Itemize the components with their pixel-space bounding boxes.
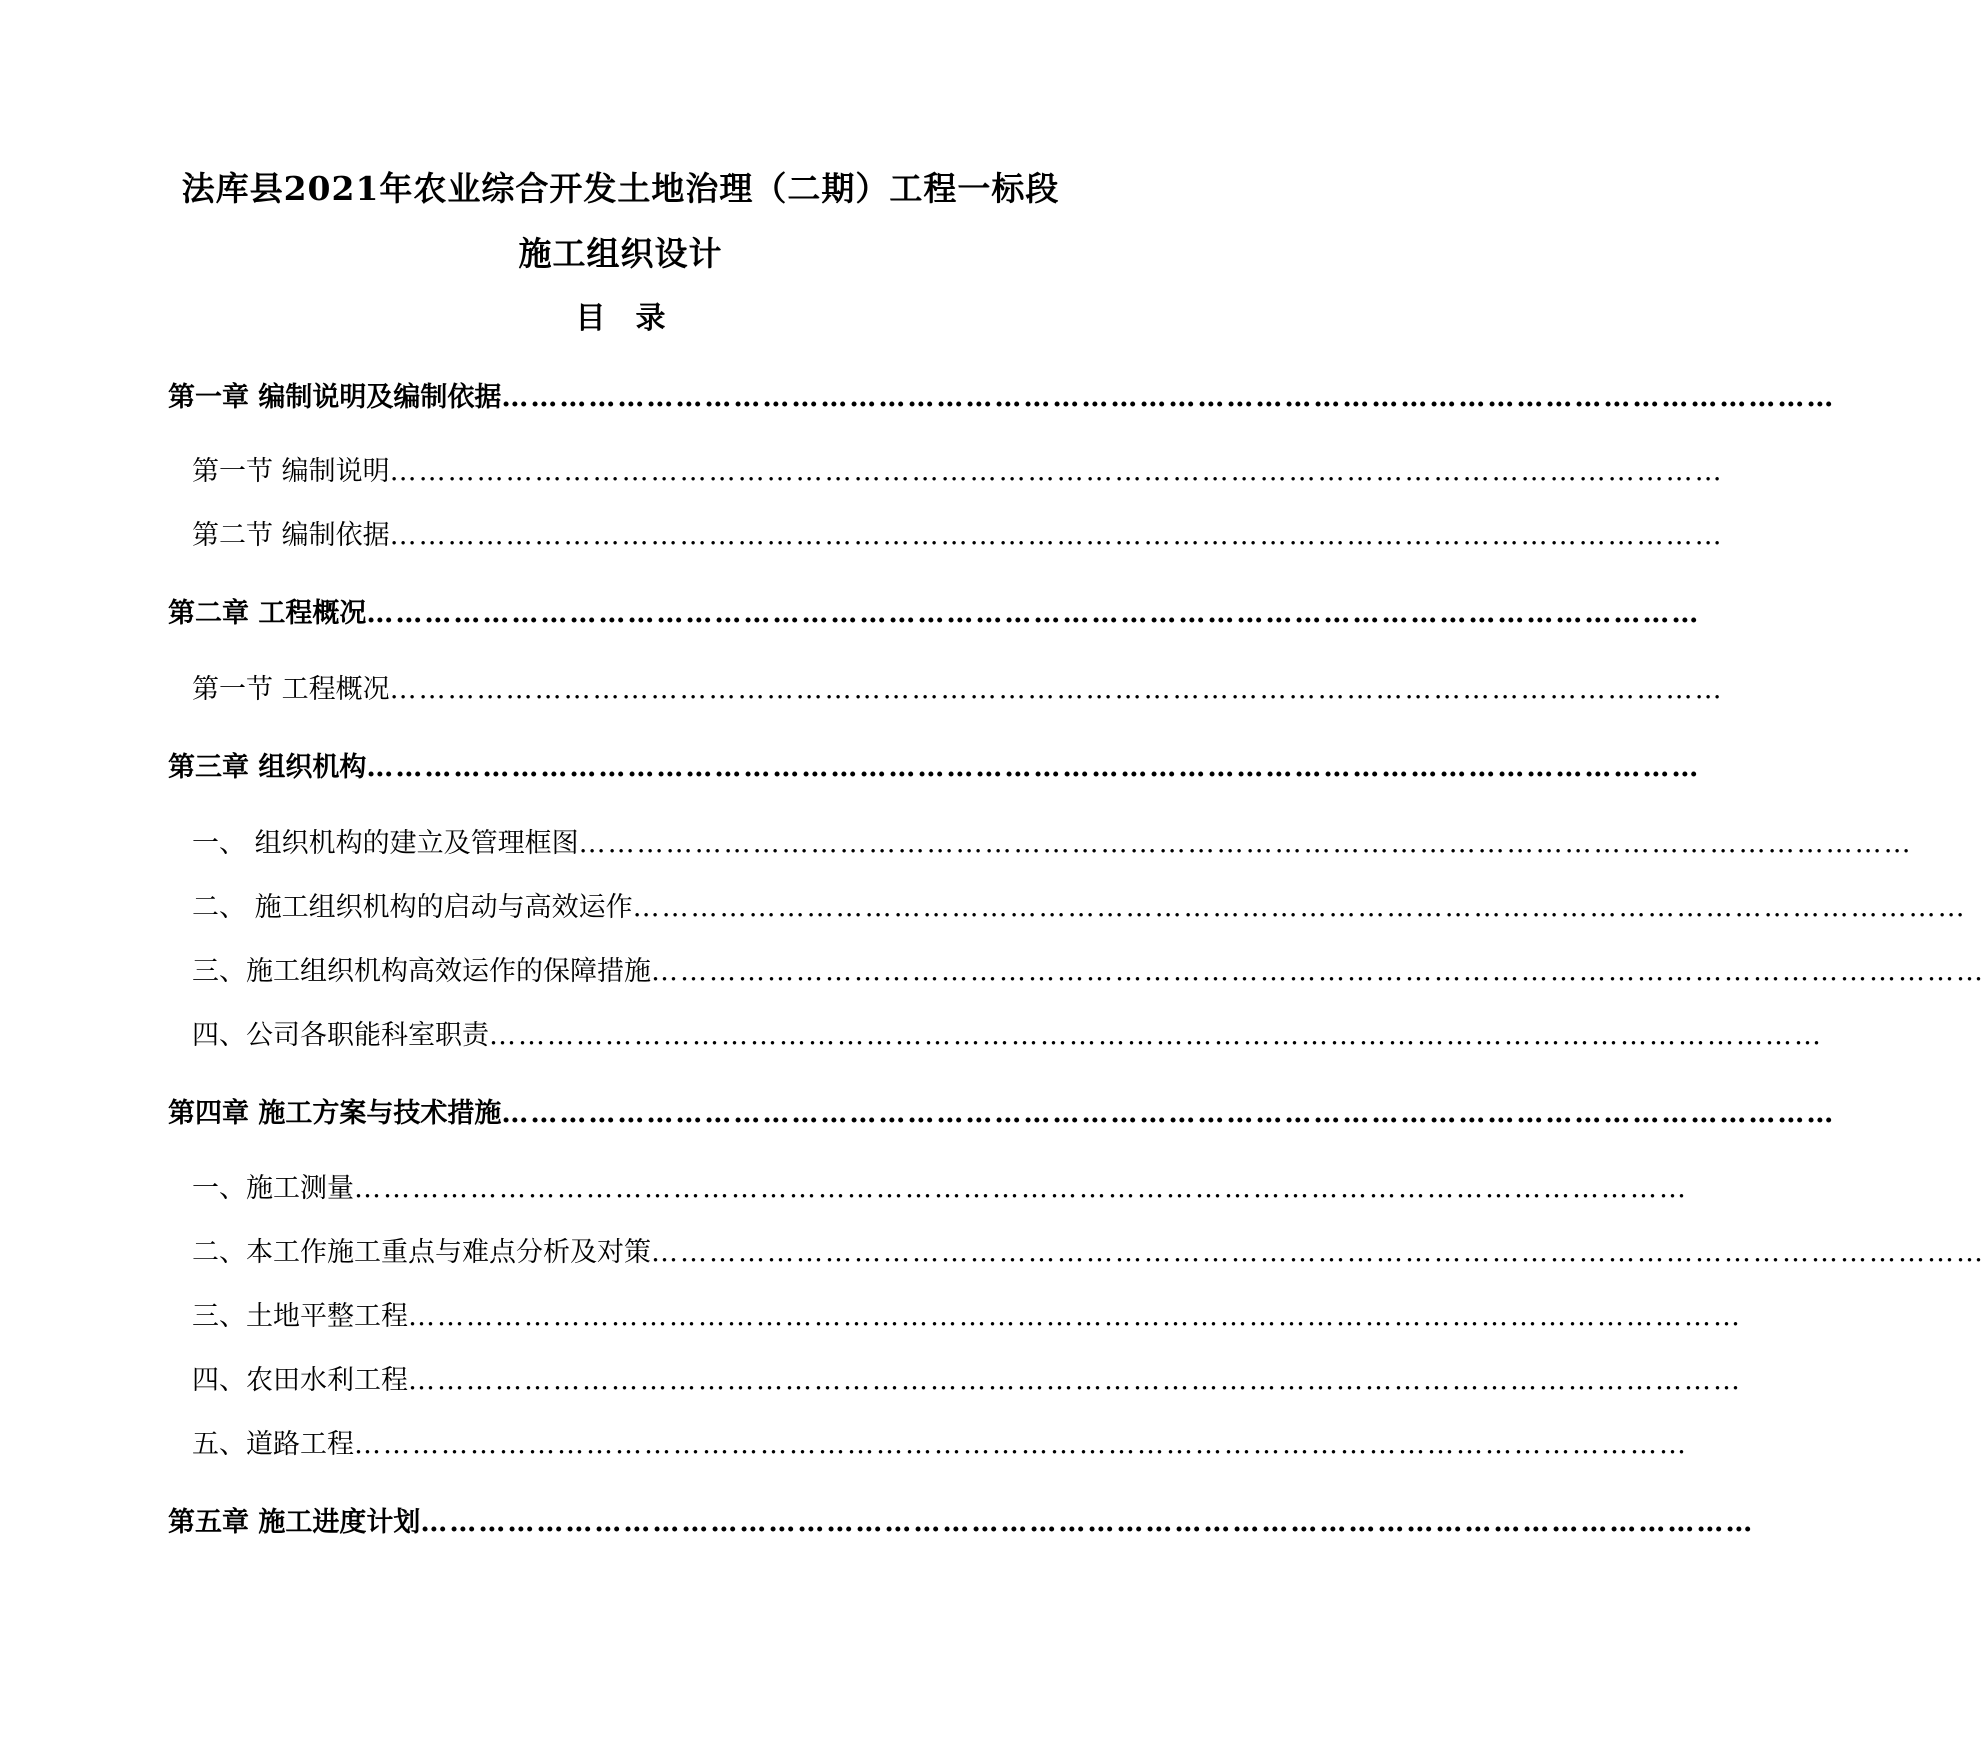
dot-leader: ………………………………………………………………………………………………………………………… [632, 892, 1967, 923]
toc-section-3-2 [192, 885, 1967, 924]
toc-entry-text: 二、 施工组织机构的启动与高效运作 [192, 892, 633, 923]
toc-entry-text: 二、本工作施工重点与难点分析及对策 [192, 1237, 651, 1268]
document-subtitle: 施工组织设计 [518, 234, 723, 273]
toc-chapter-1 [168, 375, 1836, 414]
dot-leader: ………………………………………………………………………………………………………………………… [651, 956, 1985, 987]
toc-section-1-2 [192, 513, 1724, 552]
toc-entry-text: 三、土地平整工程 [192, 1301, 408, 1332]
toc-section-3-3 [192, 949, 1985, 988]
toc-entry-text: 第三章 组织机构 [168, 752, 367, 783]
dot-leader: ………………………………………………………………………………………………………………………… [366, 752, 1701, 783]
dot-leader: ………………………………………………………………………………………………………………………… [389, 674, 1724, 705]
dot-leader: ………………………………………………………………………………………………………………………… [366, 598, 1701, 629]
dot-leader: ………………………………………………………………………………………………………………………… [501, 382, 1836, 413]
toc-section-4-3 [192, 1294, 1742, 1333]
toc-entry-text: 第二章 工程概况 [168, 598, 367, 629]
dot-leader: ………………………………………………………………………………………………………………………… [501, 1098, 1836, 1129]
dot-leader: ………………………………………………………………………………………………………………………… [578, 828, 1913, 859]
toc-entry-text: 第五章 施工进度计划 [168, 1507, 421, 1538]
toc-section-4-1 [192, 1166, 1688, 1205]
toc-chapter-4 [168, 1091, 1836, 1130]
toc-chapter-5 [168, 1500, 1755, 1539]
toc-section-2-1 [192, 667, 1724, 706]
toc-section-4-2 [192, 1230, 1985, 1269]
toc-entry-text: 一、 组织机构的建立及管理框图 [192, 828, 579, 859]
toc-entry-text: 五、道路工程 [192, 1429, 354, 1460]
toc-entry-text: 第四章 施工方案与技术措施 [168, 1098, 502, 1129]
toc-chapter-3 [168, 745, 1701, 784]
toc-section-1-1 [192, 449, 1724, 488]
dot-leader: ………………………………………………………………………………………………………………………… [420, 1507, 1755, 1538]
toc-section-4-4 [192, 1358, 1742, 1397]
dot-leader: ………………………………………………………………………………………………………………………… [389, 520, 1724, 551]
toc-entry-text: 三、施工组织机构高效运作的保障措施 [192, 956, 651, 987]
toc-entry-text: 一、施工测量 [192, 1173, 354, 1204]
toc-section-3-1 [192, 821, 1913, 860]
dot-leader: ………………………………………………………………………………………………………………………… [651, 1237, 1985, 1268]
toc-entry-text: 四、农田水利工程 [192, 1365, 408, 1396]
toc-entry-text: 第一章 编制说明及编制依据 [168, 382, 502, 413]
toc-section-3-4 [192, 1013, 1823, 1052]
dot-leader: ………………………………………………………………………………………………………………………… [489, 1020, 1823, 1051]
toc-chapter-2 [168, 591, 1701, 630]
dot-leader: ………………………………………………………………………………………………………………………… [408, 1365, 1742, 1396]
document-title: 法库县2021年农业综合开发土地治理（二期）工程一标段 [181, 169, 1060, 208]
dot-leader: ………………………………………………………………………………………………………………………… [389, 456, 1724, 487]
dot-leader: ………………………………………………………………………………………………………………………… [354, 1173, 1688, 1204]
toc-entry-text: 第二节 编制依据 [192, 520, 390, 551]
toc-entry-text: 四、公司各职能科室职责 [192, 1020, 489, 1051]
toc-entry-text: 第一节 工程概况 [192, 674, 390, 705]
dot-leader: ………………………………………………………………………………………………………………………… [408, 1301, 1742, 1332]
toc-section-4-5 [192, 1422, 1688, 1461]
toc-heading: 目 录 [575, 301, 666, 336]
toc-entry-text: 第一节 编制说明 [192, 456, 390, 487]
dot-leader: ………………………………………………………………………………………………………………………… [354, 1429, 1688, 1460]
